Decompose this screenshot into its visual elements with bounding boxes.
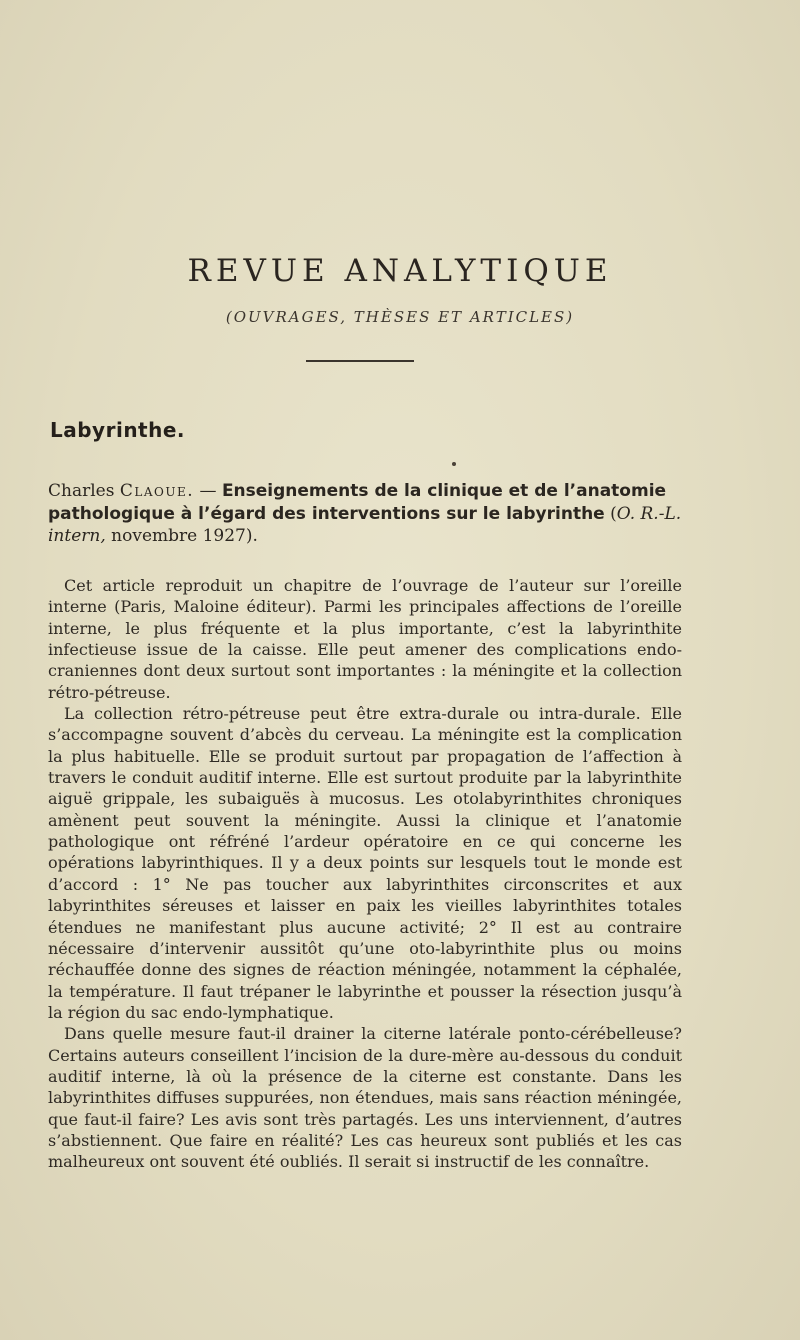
source-paren: ( [604, 503, 617, 524]
article-date: novembre 1927). [105, 526, 258, 546]
title-divider [306, 360, 414, 362]
body-paragraph: Dans quelle mesure faut-il drainer la citerne latérale ponto-cérébelleuse? Certains auteurs conseillent l’incision de la dure-mère au-dessous du conduit auditif interne, là où la présence de la citerne est constante. Dans les labyrinthites diffuses suppurées, non étendues, mais sans réaction méningée, que faut-il faire? Les avis sont très partagés. Les uns interviennent, d’autres s’abstiennent. Que faire en réalité? Les cas heureux sont publiés et les cas malheureux ont souvent été oubliés. Il serait si instructif de les connaître. [48, 1024, 682, 1172]
heading-dash: — [194, 481, 222, 501]
section-heading: Labyrinthe. [50, 418, 186, 442]
article-heading [48, 480, 684, 548]
article-body [48, 575, 682, 1173]
article-source: O. R.-L. intern, [48, 503, 682, 546]
page-subtitle: (OUVRAGES, THÈSES ET ARTICLES) [225, 308, 575, 326]
article-title: Enseignements de la clinique et de l’anatomie pathologique à l’égard des interventions sur le labyrinthe [48, 481, 667, 524]
page-title: REVUE ANALYTIQUE [187, 253, 613, 289]
author-first-name: Charles [48, 481, 115, 501]
ink-dot [452, 462, 456, 466]
author-last-name: Claoue. [119, 481, 195, 501]
body-paragraph: Cet article reproduit un chapitre de l’ouvrage de l’auteur sur l’oreille interne (Paris, Maloine éditeur). Parmi les principales affections de l’oreille interne, le plus fréquente et la plus importante, c’est la labyrinthite infectieuse issue de la caisse. Elle peut amener des complications endo-craniennes dont deux surtout sont importantes : la méningite et la collection rétro-pétreuse. [48, 576, 682, 702]
body-paragraph: La collection rétro-pétreuse peut être extra-durale ou intra-durale. Elle s’accompagne souvent d’abcès du cerveau. La méningite est la complication la plus habituelle. Elle se produit surtout par propagation de l’affection à travers le conduit auditif interne. Elle est surtout produite par la labyrinthite aiguë grippale, les subaiguës à mucosus. Les otolabyrinthites chroniques amènent peut souvent la méningite. Aussi la clinique et l’anatomie pathologique ont réfréné l’ardeur opératoire en ce qui concerne les opérations labyrinthiques. Il y a deux points sur lesquels tout le monde est d’accord : 1° Ne pas toucher aux labyrinthites circonscrites et aux labyrinthites séreuses et laisser en paix les vieilles labyrinthites totales étendues ne manifestant plus aucune activité; 2° Il est au contraire nécessaire d’intervenir aussitôt qu’une oto-labyrinthite plus ou moins réchauffée donne des signes de réaction méningée, notamment la céphalée, la température. Il faut trépaner le labyrinthe et pousser la résection jusqu’à la région du sac endo-lymphatique. [48, 704, 682, 1022]
